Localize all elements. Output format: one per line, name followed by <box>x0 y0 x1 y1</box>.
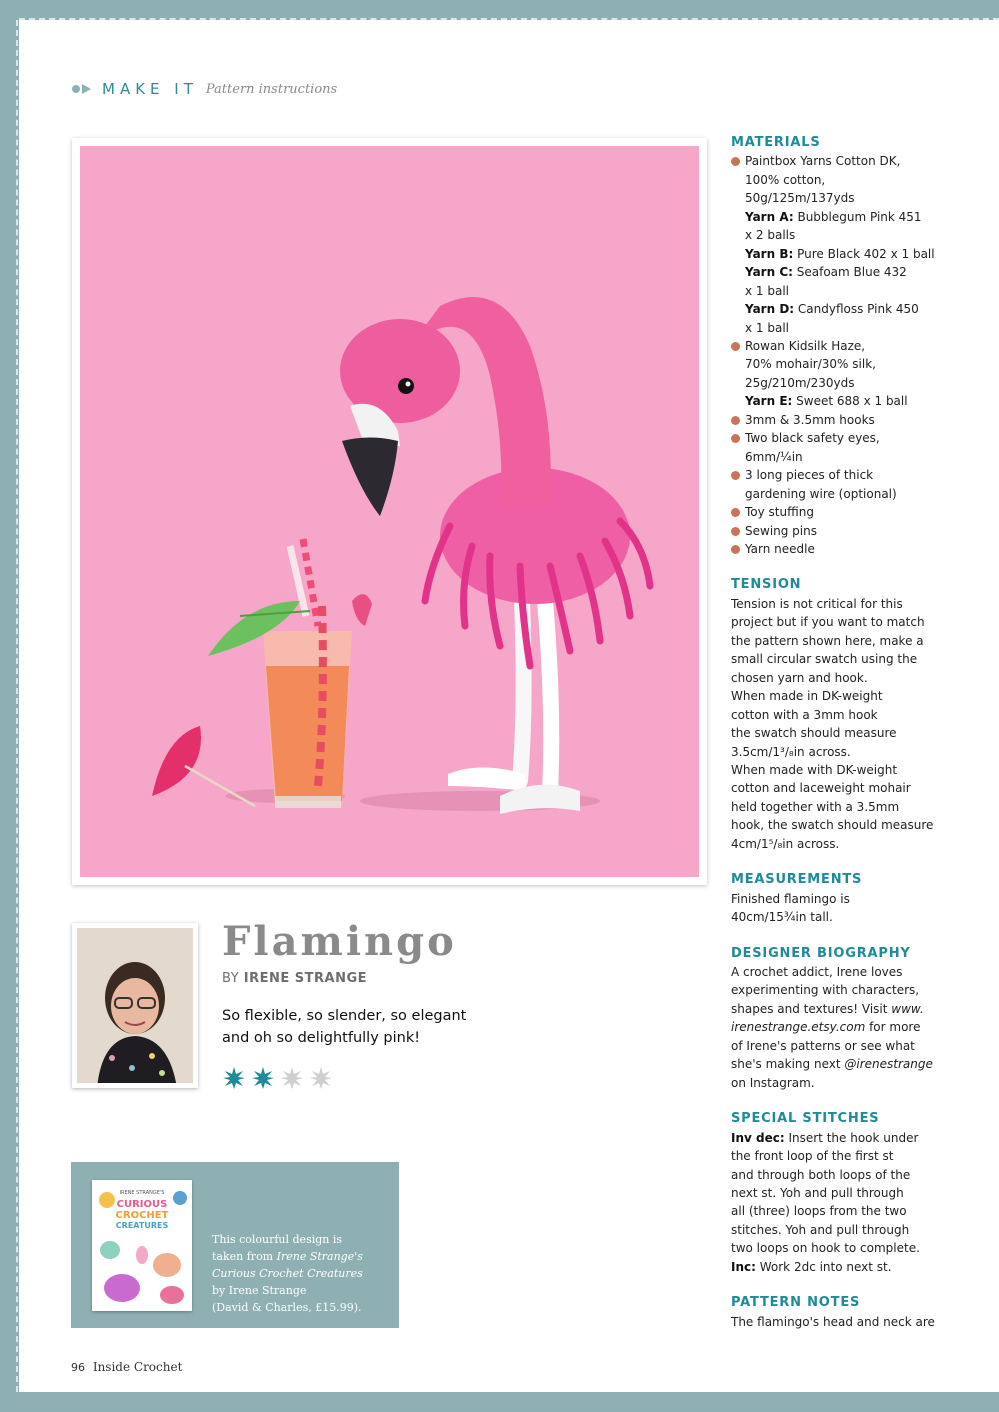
item-line: 70% mohair/30% silk, <box>745 357 876 372</box>
text-line: 40cm/15¾in tall. <box>731 910 833 925</box>
list-item <box>731 540 936 558</box>
yarn-desc: Sweet 688 x 1 ball <box>792 394 908 409</box>
text-line <box>731 1055 936 1073</box>
item-line <box>745 263 936 281</box>
rating-star-icon <box>280 1066 304 1090</box>
book-cover <box>92 1180 192 1311</box>
book-credit-line: by Irene Strange <box>212 1284 307 1297</box>
biography-section <box>731 945 936 1093</box>
list-item <box>731 337 936 411</box>
yarn-desc: Pure Black 402 x 1 ball <box>793 246 935 261</box>
yarn-label: Yarn C: <box>745 265 793 280</box>
measurements-section <box>731 871 936 926</box>
materials-list <box>731 152 936 558</box>
pattern-title: Flamingo <box>222 918 457 965</box>
book-credit-line: This colourful design is <box>212 1233 343 1246</box>
list-item <box>731 466 936 503</box>
text-line: A crochet addict, Irene loves <box>731 965 903 980</box>
cover-title-1: CURIOUS <box>116 1199 168 1210</box>
book-author-italic: Irene Strange's <box>276 1250 363 1263</box>
item-line: x 2 balls <box>745 228 796 243</box>
text-line: project but if you want to match <box>731 615 925 630</box>
text-line: 3.5cm/1³/₈in across. <box>731 744 851 759</box>
arrow-icon <box>72 84 94 94</box>
text-line: all (three) loops from the two <box>731 1204 907 1219</box>
pattern-notes-section <box>731 1294 936 1331</box>
yarn-label: Yarn A: <box>745 209 794 224</box>
list-item <box>731 522 936 540</box>
text-line: small circular swatch using the <box>731 652 918 667</box>
yarn-label: Yarn E: <box>745 394 793 409</box>
item-line <box>745 392 936 410</box>
measurements-heading: MEASUREMENTS <box>731 872 863 888</box>
text-line: the swatch should measure <box>731 726 897 741</box>
tension-section <box>731 576 936 853</box>
book-credit-line: (David & Charles, £15.99). <box>212 1301 362 1314</box>
standfirst: So flexible, so slender, so elegant and oh so delightfully pink! <box>222 1008 467 1046</box>
item-line: 50g/125m/137yds <box>745 191 855 206</box>
cover-title-3: CREATURES <box>115 1221 169 1230</box>
rating-star-icon <box>251 1066 275 1090</box>
item-line: Sewing pins <box>745 523 817 538</box>
text-line: When made in DK-weight <box>731 689 883 704</box>
text-line <box>731 1258 936 1276</box>
text-line: the pattern shown here, make a <box>731 633 924 648</box>
stitch-label: Inc: <box>731 1259 756 1274</box>
item-line: Paintbox Yarns Cotton DK, <box>745 154 901 169</box>
text-span: for more <box>865 1020 921 1035</box>
item-line: Yarn needle <box>745 541 815 556</box>
text-line: the front loop of the first st <box>731 1149 894 1164</box>
item-line: 25g/210m/230yds <box>745 375 855 390</box>
text-line: on Instagram. <box>731 1075 815 1090</box>
section-header <box>72 80 337 98</box>
tension-heading: TENSION <box>731 577 802 593</box>
page-folio <box>71 1360 182 1374</box>
section-subkicker: Pattern instructions <box>205 81 338 97</box>
page-number: 96 <box>71 1361 85 1374</box>
text-line: 4cm/1⁵/₈in across. <box>731 836 840 851</box>
stitch-label: Inv dec: <box>731 1130 785 1145</box>
text-line: held together with a 3.5mm <box>731 799 900 814</box>
text-line: cotton and laceweight mohair <box>731 781 911 796</box>
text-line <box>731 1018 936 1036</box>
cover-title-2: CROCHET <box>115 1210 169 1221</box>
pattern-notes-heading: PATTERN NOTES <box>731 1295 861 1311</box>
item-line: 100% cotton, <box>745 172 826 187</box>
website-link: irenestrange.etsy.com <box>731 1020 866 1035</box>
materials-heading: MATERIALS <box>731 135 821 150</box>
difficulty-rating <box>222 1066 333 1090</box>
text-line: Tension is not critical for this <box>731 596 903 611</box>
item-line: 3 long pieces of thick <box>745 468 874 483</box>
text-line: When made with DK-weight <box>731 762 898 777</box>
text-line: hook, the swatch should measure <box>731 818 934 833</box>
item-line: Rowan Kidsilk Haze, <box>745 338 866 353</box>
yarn-desc: Candyfloss Pink 450 <box>794 302 919 317</box>
text-line: and through both loops of the <box>731 1167 911 1182</box>
book-credit-text: taken from <box>212 1250 277 1263</box>
book-credit <box>212 1231 387 1316</box>
special-stitches-section <box>731 1110 936 1276</box>
materials-section <box>731 134 936 558</box>
text-line: of Irene's patterns or see what <box>731 1038 915 1053</box>
text-line: cotton with a 3mm hook <box>731 707 878 722</box>
rating-star-icon <box>222 1066 246 1090</box>
yarn-label: Yarn D: <box>745 302 795 317</box>
book-credit-line <box>212 1248 387 1265</box>
list-item <box>731 411 936 429</box>
text-line: stitches. Yoh and pull through <box>731 1222 910 1237</box>
item-line <box>745 245 936 263</box>
item-line: 3mm & 3.5mm hooks <box>745 412 875 427</box>
text-line <box>731 1000 936 1018</box>
section-kicker: MAKE IT <box>102 80 198 98</box>
item-line: x 1 ball <box>745 283 790 298</box>
rating-star-icon <box>309 1066 333 1090</box>
instagram-handle: @irenestrange <box>844 1057 933 1072</box>
designer-name: IRENE STRANGE <box>243 971 368 986</box>
yarn-desc: Bubblegum Pink 451 <box>793 209 922 224</box>
item-line <box>745 300 936 318</box>
list-item <box>731 152 936 337</box>
book-credit-line <box>212 1265 387 1282</box>
magazine-name: Inside Crochet <box>92 1360 183 1374</box>
text-line: Finished flamingo is <box>731 891 850 906</box>
biography-heading: DESIGNER BIOGRAPHY <box>731 945 911 961</box>
designer-portrait <box>77 928 193 1083</box>
text-line: chosen yarn and hook. <box>731 670 868 685</box>
item-line: Toy stuffing <box>745 505 814 520</box>
flamingo-photo <box>80 146 699 877</box>
sidebar-column <box>731 134 936 1349</box>
item-line <box>745 208 936 226</box>
text-span: she's making next <box>731 1057 845 1072</box>
item-line: x 1 ball <box>745 320 790 335</box>
text-line: next st. Yoh and pull through <box>731 1186 904 1201</box>
list-item <box>731 429 936 466</box>
text-span: Insert the hook under <box>784 1130 919 1145</box>
text-line: The flamingo's head and neck are <box>731 1314 935 1329</box>
list-item <box>731 503 936 521</box>
item-line: 6mm/¼in <box>745 449 803 464</box>
special-stitches-heading: SPECIAL STITCHES <box>731 1111 880 1127</box>
byline-prefix: BY <box>222 971 240 986</box>
cover-brand: IRENE STRANGE'S <box>119 1190 165 1196</box>
text-line: experimenting with characters, <box>731 983 920 998</box>
yarn-desc: Seafoam Blue 432 <box>792 265 907 280</box>
yarn-label: Yarn B: <box>745 246 794 261</box>
book-title: Curious Crochet Creatures <box>212 1267 363 1280</box>
text-line: two loops on hook to complete. <box>731 1241 920 1256</box>
item-line: gardening wire (optional) <box>745 486 897 501</box>
text-span: Work 2dc into next st. <box>755 1259 892 1274</box>
item-line: Two black safety eyes, <box>745 431 880 446</box>
text-span: shapes and textures! Visit <box>731 1001 892 1016</box>
text-line <box>731 1129 936 1147</box>
byline <box>222 971 367 986</box>
website-link: www. <box>891 1001 924 1016</box>
